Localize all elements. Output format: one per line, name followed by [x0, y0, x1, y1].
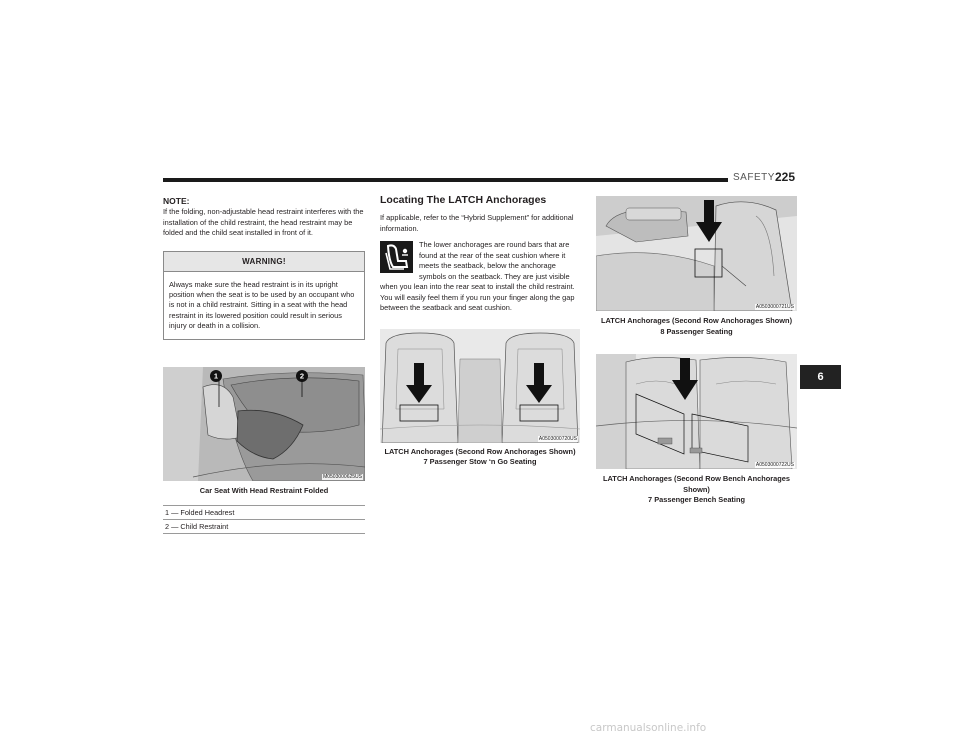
eight-passenger-seat-illustration [596, 196, 797, 311]
figure-stow-n-go-anchorages [380, 329, 580, 443]
figure-code: A0503000722US [755, 462, 794, 468]
figure-caption [596, 316, 797, 337]
figure-caption-line: LATCH Anchorages (Second Row Anchorages Shown) [384, 446, 576, 456]
figure-caption-line: 7 Passenger Bench Seating [648, 495, 745, 504]
chapter-tab: 6 [800, 365, 841, 389]
section-body-text: The lower anchorages are round bars that are found at the rear of the seat cushion where it meets the seatback, below the anchorage symbols on the seatback. They are just visible when you lean into the rear seat to install the child restraint. You will easily feel them if you run your finger along the gap between the seatback and seat cushion. [380, 240, 575, 312]
middle-column [380, 194, 580, 468]
figure-bench-anchorages [596, 354, 797, 469]
figure-legend [163, 505, 365, 534]
header-section-title: SAFETY [733, 172, 775, 183]
warning-title: WARNING! [164, 252, 364, 272]
legend-row: 2 — Child Restraint [163, 520, 365, 534]
note-text: If the folding, non-adjustable head restraint interferes with the installation of the child restraint, the head restraint may be folded and the child seat installed in front of it. [163, 207, 364, 237]
figure-code: A0503000720US [538, 435, 577, 442]
figure-caption: Car Seat With Head Restraint Folded [199, 485, 329, 495]
latch-child-seat-icon [380, 241, 413, 273]
header-rule [163, 178, 728, 182]
section-body [380, 240, 580, 314]
warning-text: Always make sure the head restraint is in its upright position when the seat is to be used by an occupant who is not in a child restraint. Sitting in a seat with the head restraint in its lowered position could result in serious injury or death in a collision. [169, 279, 355, 331]
left-column [163, 196, 365, 534]
bench-seat-illustration [596, 354, 797, 469]
note-label: NOTE: [163, 196, 190, 206]
figure-caption-line: LATCH Anchorages (Second Row Anchorages Shown) [600, 316, 793, 325]
page-number: 225 [775, 170, 796, 184]
callout-1-label: 1 [213, 371, 219, 381]
footer-watermark: carmanualsonline.info [590, 722, 707, 734]
legend-row: 1 — Folded Headrest [163, 506, 365, 520]
section-title: Locating The LATCH Anchorages [380, 194, 547, 206]
right-column [596, 196, 797, 506]
callout-2-label: 2 [299, 371, 305, 381]
figure-caption-line: LATCH Anchorages (Second Row Bench Anchorages Shown) [603, 474, 790, 494]
figure-caption-line: 8 Passenger Seating [660, 326, 733, 336]
figure-8-passenger-anchorages [596, 196, 797, 311]
figure-caption [596, 474, 797, 506]
warning-box [163, 251, 365, 340]
figure-code: M0503000625US [323, 473, 362, 480]
figure-caption [380, 447, 580, 468]
figure-code: A0503000721US [755, 304, 794, 310]
stow-n-go-seat-illustration [380, 329, 580, 443]
head-restraint-illustration [163, 367, 365, 481]
figure-caption-line: 7 Passenger Stow ‘n Go Seating [423, 457, 537, 466]
section-intro: If applicable, refer to the “Hybrid Supplement” for additional information. [380, 213, 574, 233]
figure-head-restraint-folded [163, 367, 365, 481]
